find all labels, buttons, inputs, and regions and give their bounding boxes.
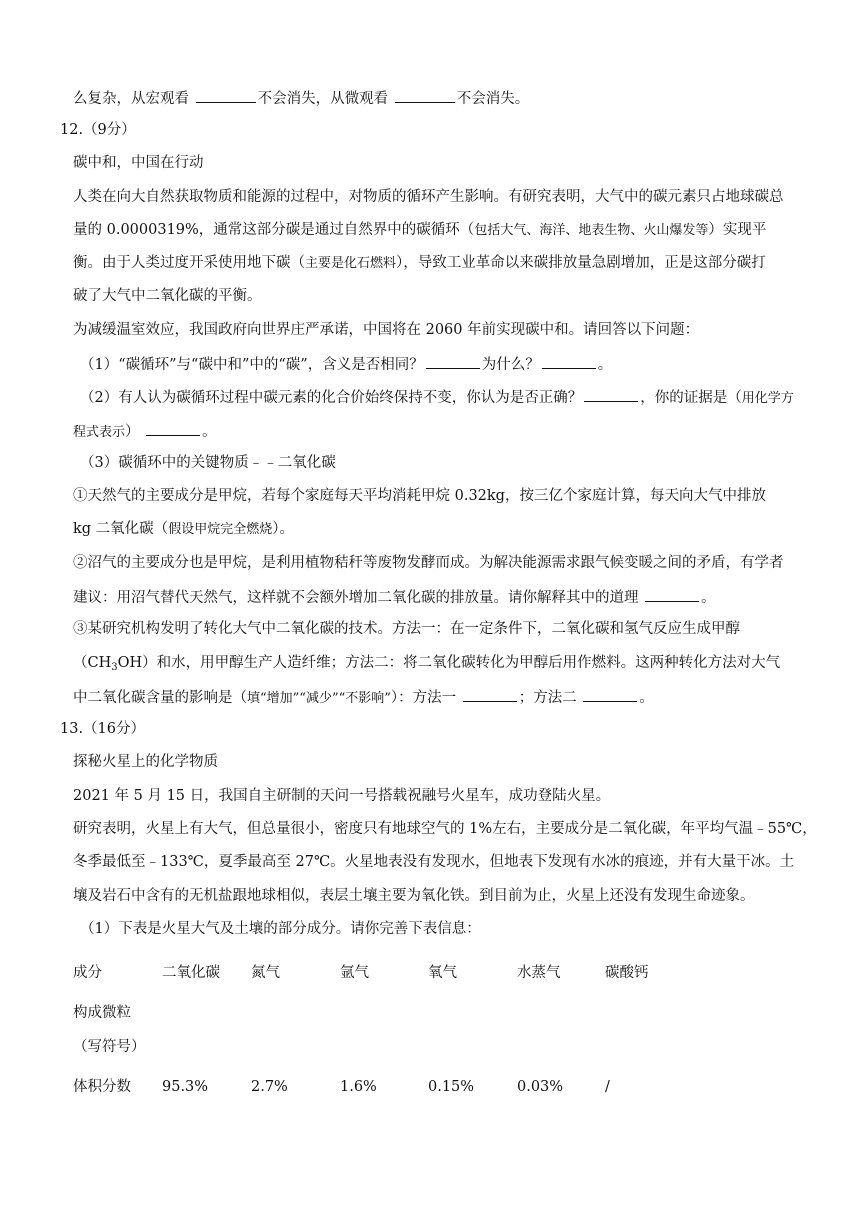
q13-paragraph-line: 冬季最低至﹣133℃，夏季最高至 27℃。火星地表没有发现水，但地表下发现有水冰的痕迹，并有大量干冰。土 bbox=[73, 854, 795, 870]
text-segment: ；方法二 bbox=[518, 690, 577, 706]
q11-text-3: 不会消失。 bbox=[456, 91, 530, 107]
text-segment: 中二氧化碳含量的影响是（ bbox=[73, 690, 247, 706]
text-segment: 填“增加”“减少”“不影响” bbox=[247, 691, 391, 706]
q12-header: 12.（9分） bbox=[60, 122, 136, 138]
q12-sub2 bbox=[80, 387, 794, 408]
answer-blank[interactable] bbox=[542, 354, 596, 369]
q12-title: 碳中和，中国在行动 bbox=[73, 155, 204, 171]
q11-text-1: 么复杂，从宏观看 bbox=[73, 91, 189, 107]
text-segment: 主要是化石燃料 bbox=[305, 256, 397, 271]
q13-paragraph-line: 研究表明，火星上有大气，但总量很小，密度只有地球空气的 1%左右，主要成分是二氧化碳，年平均气温﹣55℃， bbox=[73, 821, 817, 837]
text-segment: ）。 bbox=[272, 521, 294, 537]
text-segment: 程式表示 bbox=[73, 425, 126, 440]
text-segment: kg 二氧化碳（ bbox=[73, 521, 169, 537]
text-segment: （CH bbox=[73, 655, 112, 671]
q12-paragraph-line: 人类在向大自然获取物质和能源的过程中，对物质的循环产生影响。有研究表明，大气中的碳元素只占地球碳总 bbox=[73, 189, 784, 205]
q12-circle1-line bbox=[73, 520, 294, 539]
answer-blank[interactable] bbox=[645, 587, 699, 602]
answer-blank[interactable] bbox=[463, 687, 517, 702]
q13-paragraph-line: 2021 年 5 月 15 日，我国自主研制的天问一号搭载祝融号火星车，成功登陆火星。 bbox=[73, 788, 611, 804]
text-segment: OH）和水，用甲醇生产人造纤维；方法二：将二氧化碳转化为甲醇后用作燃料。这两种转化方法对大气 bbox=[117, 655, 781, 671]
table-cell: 二氧化碳 bbox=[162, 965, 220, 981]
text-segment: 量的 0.0000319%，通常这部分碳是通过自然界中的碳循环（ bbox=[73, 222, 475, 238]
table-cell: 氮气 bbox=[251, 965, 280, 981]
text-segment: ，你的证据是（ bbox=[640, 390, 742, 406]
text-segment: 。 bbox=[597, 357, 613, 373]
q12-paragraph-line: 破了大气中二氧化碳的平衡。 bbox=[73, 288, 262, 304]
table-cell: 1.6% bbox=[340, 1079, 377, 1095]
q12-circle3-line bbox=[73, 687, 654, 708]
q12-circle3-line bbox=[73, 654, 780, 677]
q12-sub2-cont bbox=[73, 421, 217, 442]
text-segment: （2）有人认为碳循环过程中碳元素的化合价始终保持不变，你认为是否正确？ bbox=[80, 390, 583, 406]
text-segment: ），导致工业革命以来碳排放量急剧增加，正是这部分碳打 bbox=[396, 255, 766, 271]
q13-sub1: （1）下表是火星大气及土壤的部分成分。请你完善下表信息： bbox=[80, 921, 481, 937]
answer-blank[interactable] bbox=[146, 421, 200, 436]
text-segment: 3 bbox=[111, 662, 118, 673]
answer-blank[interactable] bbox=[584, 387, 638, 402]
table-cell: 碳酸钙 bbox=[605, 965, 649, 981]
q12-paragraph-line bbox=[73, 221, 766, 240]
table-cell: 水蒸气 bbox=[517, 965, 561, 981]
table-cell: 95.3% bbox=[162, 1079, 209, 1095]
answer-blank[interactable] bbox=[426, 354, 480, 369]
q12-circle3-line: ③某研究机构发明了转化大气中二氧化碳的技术。方法一：在一定条件下，二氧化碳和氢气反应生成甲醇 bbox=[73, 621, 740, 637]
text-segment: 。 bbox=[701, 590, 716, 606]
table-cell: 体积分数 bbox=[73, 1079, 131, 1095]
q12-circle2-line bbox=[73, 587, 716, 607]
q12-circle2-line: ②沼气的主要成分也是甲烷，是利用植物秸秆等废物发酵而成。为解决能源需求跟气候变暖之间的矛盾，有学者 bbox=[73, 555, 784, 571]
answer-blank[interactable] bbox=[583, 687, 637, 702]
text-segment: ）：方法一 bbox=[390, 690, 457, 706]
text-segment: 。 bbox=[202, 424, 217, 440]
q12-sub3: （3）碳循环中的关键物质﹣﹣二氧化碳 bbox=[80, 455, 336, 471]
text-segment: 为什么？ bbox=[481, 357, 540, 373]
q11-text-2: 不会消失，从微观看 bbox=[257, 91, 389, 107]
table-cell: 2.7% bbox=[251, 1079, 288, 1095]
q12-paragraph-line bbox=[73, 254, 766, 273]
text-segment: 衡。由于人类过度开采使用地下碳（ bbox=[73, 255, 305, 271]
q13-title: 探秘火星上的化学物质 bbox=[73, 754, 218, 770]
text-segment: ）实现平 bbox=[708, 222, 767, 238]
q13-header: 13.（16分） bbox=[60, 721, 146, 737]
answer-blank[interactable] bbox=[395, 88, 455, 103]
q12-circle1-line: ①天然气的主要成分是甲烷，若每个家庭每天平均消耗甲烷 0.32kg，按三亿个家庭计算，每天向大气中排放 bbox=[73, 488, 766, 504]
text-segment: （1）“碳循环”与“碳中和”中的“碳”，含义是否相同？ bbox=[80, 357, 424, 373]
answer-blank[interactable] bbox=[196, 88, 256, 103]
table-cell: 构成微粒 bbox=[73, 1005, 131, 1021]
table-cell: 氧气 bbox=[428, 965, 457, 981]
q12-sub1 bbox=[80, 354, 612, 374]
text-segment: ） bbox=[125, 424, 140, 440]
q12-paragraph-line: 为减缓温室效应，我国政府向世界庄严承诺，中国将在 2060 年前实现碳中和。请回答以下问题： bbox=[73, 322, 700, 338]
table-cell: （写符号） bbox=[73, 1039, 146, 1055]
text-segment: 包括大气、海洋、地表生物、火山爆发等 bbox=[474, 223, 709, 238]
text-segment: 建议：用沼气替代天然气，这样就不会额外增加二氧化碳的排放量。请你解释其中的道理 bbox=[73, 590, 639, 606]
table-cell: 0.03% bbox=[517, 1079, 564, 1095]
table-cell: / bbox=[605, 1079, 610, 1095]
table-cell: 0.15% bbox=[428, 1079, 475, 1095]
q13-paragraph-line: 壤及岩石中含有的无机盐跟地球相似，表层土壤主要为氧化铁。到目前为止，火星上还没有发现生命迹象。 bbox=[73, 888, 755, 904]
q11-tail-line bbox=[73, 88, 529, 108]
table-cell: 氩气 bbox=[340, 965, 369, 981]
text-segment: 。 bbox=[639, 690, 654, 706]
text-segment: 假设甲烷完全燃烧 bbox=[168, 522, 273, 537]
table-cell: 成分 bbox=[73, 965, 102, 981]
text-segment: 用化学方 bbox=[741, 391, 794, 406]
